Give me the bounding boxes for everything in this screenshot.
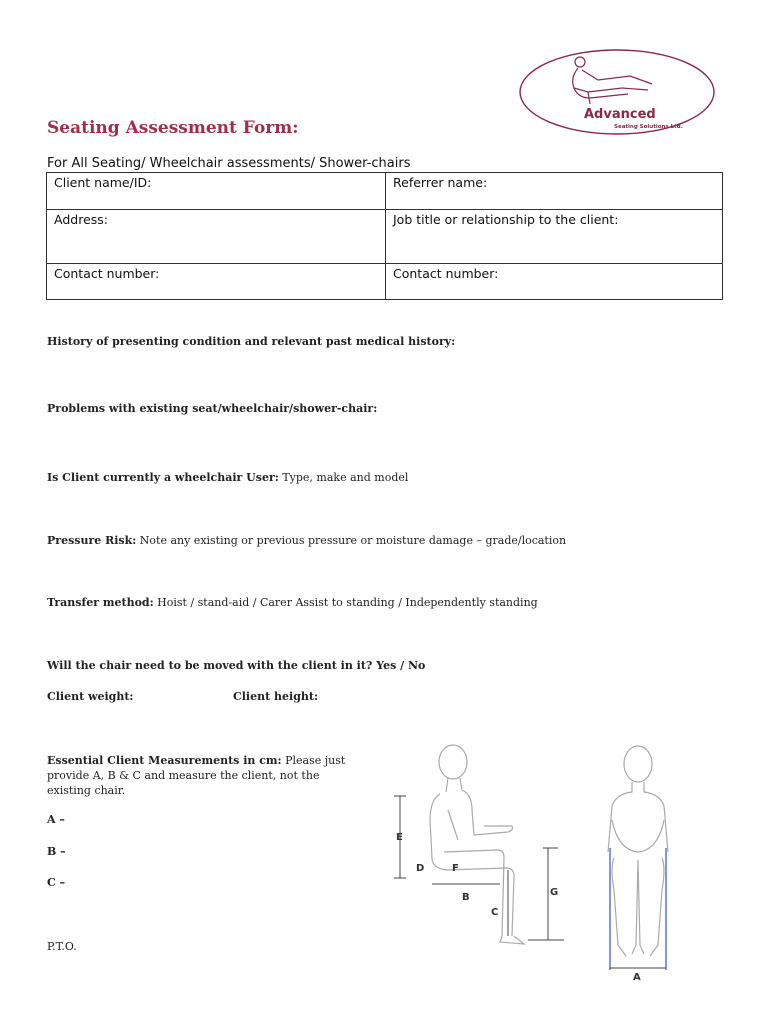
client-weight-label: Client weight: [47,690,134,703]
logo-graphic [518,48,716,136]
contact-number-right-label: Contact number: [393,266,499,281]
side-view-seated-figure [388,740,588,955]
diagram-label-c: C [491,907,499,918]
contact-number-right-field[interactable] [386,264,723,300]
wheelchair-user-text: Type, make and model [278,471,409,484]
transfer-method-question [47,596,538,609]
pressure-risk-label: Pressure Risk: [47,534,137,547]
client-height-label: Client height: [233,690,319,703]
measurement-c-label: C – [47,876,66,889]
measurements-instructions [47,753,362,798]
client-name-field[interactable] [47,173,386,210]
pressure-risk-question [47,534,566,547]
diagram-label-a: A [633,972,641,983]
referrer-name-field[interactable] [386,173,723,210]
client-name-label: Client name/ID: [54,175,152,190]
transfer-method-label: Transfer method: [47,596,154,609]
job-title-label: Job title or relationship to the client: [393,212,619,227]
measurement-b-label: B – [47,845,66,858]
move-chair-question: Will the chair need to be moved with the client in it? Yes / No [47,659,426,672]
diagram-label-e: E [396,832,403,843]
problems-question: Problems with existing seat/wheelchair/shower-chair: [47,402,378,415]
diagram-label-g: G [550,887,559,898]
diagram-label-b: B [462,892,470,903]
contact-number-left-field[interactable] [47,264,386,300]
logo-brand: Advanced [584,107,656,122]
client-details-table [46,172,723,300]
transfer-method-text: Hoist / stand-aid / Carer Assist to standing / Independently standing [153,596,538,609]
measurements-heading: Essential Client Measurements in cm: [47,754,282,767]
address-label: Address: [54,212,108,227]
diagram-label-d: D [416,863,425,874]
wheelchair-user-label: Is Client currently a wheelchair User: [47,471,279,484]
measurement-a-label: A – [47,813,65,826]
pressure-risk-text: Note any existing or previous pressure or moisture damage – grade/location [136,534,567,547]
front-view-seated-figure [598,740,678,985]
company-logo [518,48,716,136]
referrer-name-label: Referrer name: [393,175,488,190]
job-title-field[interactable] [386,210,723,264]
measurements-instruction-text: Please just provide A, B & C and measure the client, not the existing chair. [47,754,346,797]
form-subtitle: For All Seating/ Wheelchair assessments/ Shower-chairs [47,156,411,171]
history-question: History of presenting condition and relevant past medical history: [47,335,456,348]
address-field[interactable] [47,210,386,264]
contact-number-left-label: Contact number: [54,266,160,281]
wheelchair-user-question [47,471,408,484]
seated-body-outline [430,745,524,944]
front-body-outline [608,746,668,956]
form-title: Seating Assessment Form: [47,118,299,138]
logo-tagline: Seating Solutions Ltd. [614,124,683,130]
pto-note: P.T.O. [47,940,77,953]
diagram-label-f: F [452,863,459,874]
